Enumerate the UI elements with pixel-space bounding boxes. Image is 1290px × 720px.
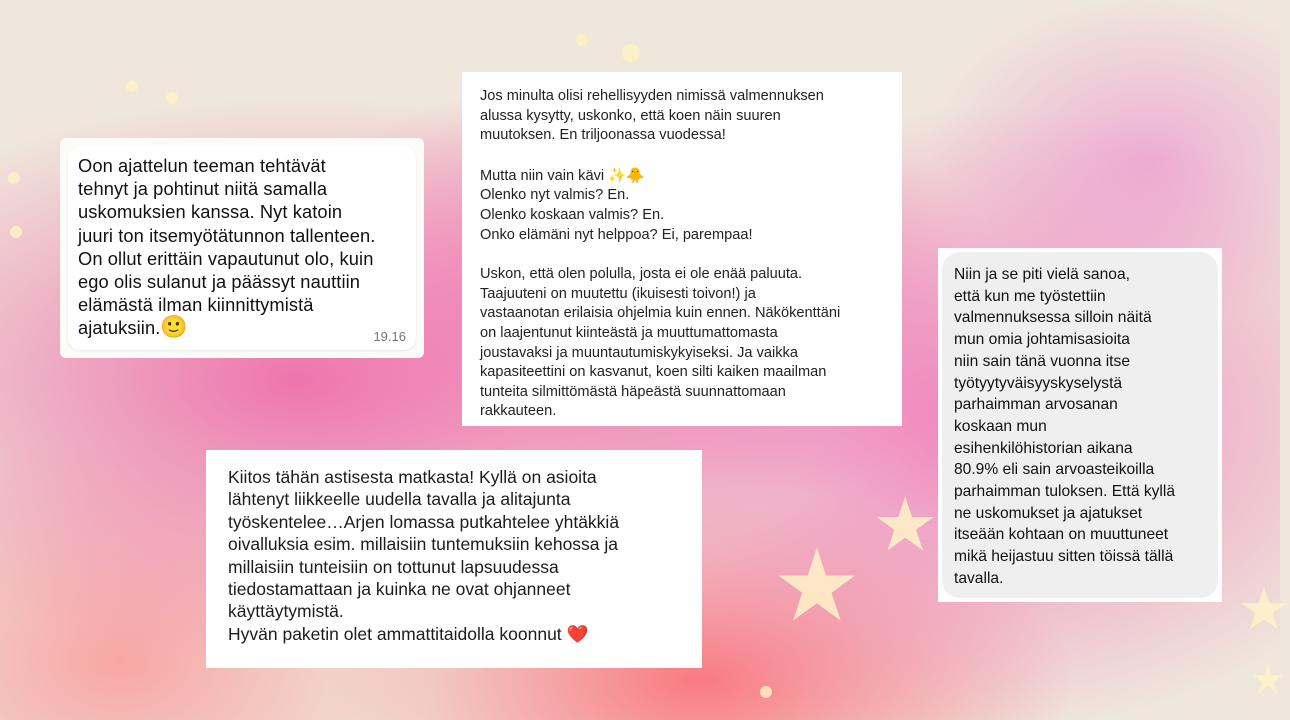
paragraph [480, 87, 884, 146]
text-line: millaisiin tunteisiin on tottunut lapsuudessa [228, 556, 559, 577]
text-line: Oon ajattelun teeman tehtävät [78, 155, 326, 176]
text-line: on laajentunut kiinteästä ja muuttumattomasta [480, 324, 778, 341]
text-line: kapasiteettini on kasvanut, koen silti kaiken maailman [480, 364, 827, 381]
text-line: Uskon, että olen polulla, josta ei ole enää paluuta. [480, 266, 803, 283]
text-line: joustavaksi ja muuntautumiskykyiseksi. Ja vaikka [480, 344, 798, 361]
text-line: oivalluksia esim. millaisiin tuntemuksiin kehossa ja [228, 534, 619, 555]
text-line: juuri ton itsemyötätunnon tallenteen. [78, 224, 376, 246]
testimonial-card-message [938, 248, 1222, 602]
text-line: Niin ja se piti vielä sanoa, [954, 266, 1130, 283]
testimonial-text [78, 154, 402, 340]
star-decoration: ★ [1238, 575, 1290, 643]
heart-icon: ❤️ [566, 624, 589, 645]
text-line: tavalla. [954, 569, 1004, 587]
text-line: niin sain tänä vuonna itse [954, 352, 1130, 370]
text-line: Mutta niin vain kävi ✨🐥 [480, 166, 645, 184]
sparkle-decoration [576, 34, 588, 46]
text-line: työskentelee…Arjen lomassa putkahtelee yhtäkkiä [228, 511, 620, 532]
star-decoration: ★ [772, 527, 862, 644]
text-line: parhaimman tuloksen. Että kyllä [954, 483, 1176, 501]
testimonial-card-long [462, 72, 902, 426]
paragraph [480, 265, 884, 422]
sparkle-decoration [622, 44, 640, 62]
text-line: ajatuksiin.🙂 [78, 315, 188, 341]
text-line: työtyytyväisyyskyselystä [954, 374, 1123, 392]
text-line: Jos minulta olisi rehellisyyden nimissä valmennuksen [480, 88, 824, 104]
sparkles-chick-icon: ✨🐥 [608, 166, 645, 184]
paragraph [480, 166, 884, 245]
message-timestamp: 19.16 [373, 329, 406, 344]
text-line: itseään kohtaan on muuttuneet [954, 526, 1169, 544]
sparkle-decoration [760, 686, 772, 698]
text-line: rakkauteen. [480, 403, 557, 420]
text-line: mikä heijastuu sitten töissä tällä [954, 548, 1174, 566]
text-line: elämästä ilman kiinnittymistä [78, 294, 314, 316]
text-line: Onko elämäni nyt helppoa? Ei, parempaa! [480, 226, 753, 243]
text-line: esihenkilöhistorian aikana [954, 439, 1133, 457]
text-line: tiedostamattaan ja kuinka ne ovat ohjanneet [228, 579, 571, 600]
text-line: ego olis sulanut ja päässyt nauttiin [78, 271, 361, 293]
chat-bubble [68, 146, 416, 350]
smiley-icon: 🙂 [160, 315, 188, 341]
text-line: Olenko koskaan valmis? En. [480, 206, 665, 223]
text-line: koskaan mun [954, 417, 1047, 435]
text-line: tunteita silmittömästä häpeästä suunnattomaan [480, 383, 786, 400]
paragraph [228, 466, 684, 646]
text-line: ne uskomukset ja ajatukset [954, 504, 1143, 522]
sparkle-decoration [8, 172, 20, 184]
text-line: parhaimman arvosanan [954, 396, 1118, 414]
testimonial-card-bottom [206, 450, 702, 668]
text-line: Olenko nyt valmis? En. [480, 187, 630, 204]
text-line: Hyvän paketin olet ammattitaidolla koonnut ❤️ [228, 623, 589, 645]
text-line: käyttäytymistä. [228, 601, 344, 622]
text-line: että kun me työstettiin [954, 287, 1106, 305]
text-line: muutoksen. En triljoonassa vuodessa! [480, 127, 726, 144]
sparkle-decoration [10, 226, 22, 238]
text-line: mun omia johtamisasioita [954, 331, 1130, 349]
text-line: uskomuksien kanssa. Nyt katoin [78, 201, 343, 223]
message-bubble [942, 252, 1218, 598]
text-line: valmennuksessa silloin näitä [954, 309, 1152, 327]
paragraph [954, 264, 1206, 590]
text-line: Kiitos tähän astisesta matkasta! Kyllä on asioita [228, 467, 597, 487]
text-line: vastaanotan erilaisia ohjelmia kuin ennen. Näkökenttäni [480, 305, 841, 322]
text-line: lähtenyt liikkeelle uudella tavalla ja alitajunta [228, 489, 571, 510]
testimonial-card-chat [60, 138, 424, 358]
text-line: tehnyt ja pohtinut niitä samalla [78, 178, 328, 200]
sparkle-decoration [166, 92, 178, 104]
sparkle-decoration [126, 80, 138, 92]
star-decoration: ★ [872, 482, 939, 568]
text-line: alussa kysytty, uskonko, että koen näin suuren [480, 107, 781, 124]
text-line: Taajuuteni on muutettu (ikuisesti toivon!) ja [480, 285, 756, 302]
text-line: 80.9% eli sain arvoasteikoilla [954, 461, 1155, 479]
star-decoration: ★ [1250, 657, 1286, 703]
text-line: On ollut erittäin vapautunut olo, kuin [78, 247, 374, 269]
